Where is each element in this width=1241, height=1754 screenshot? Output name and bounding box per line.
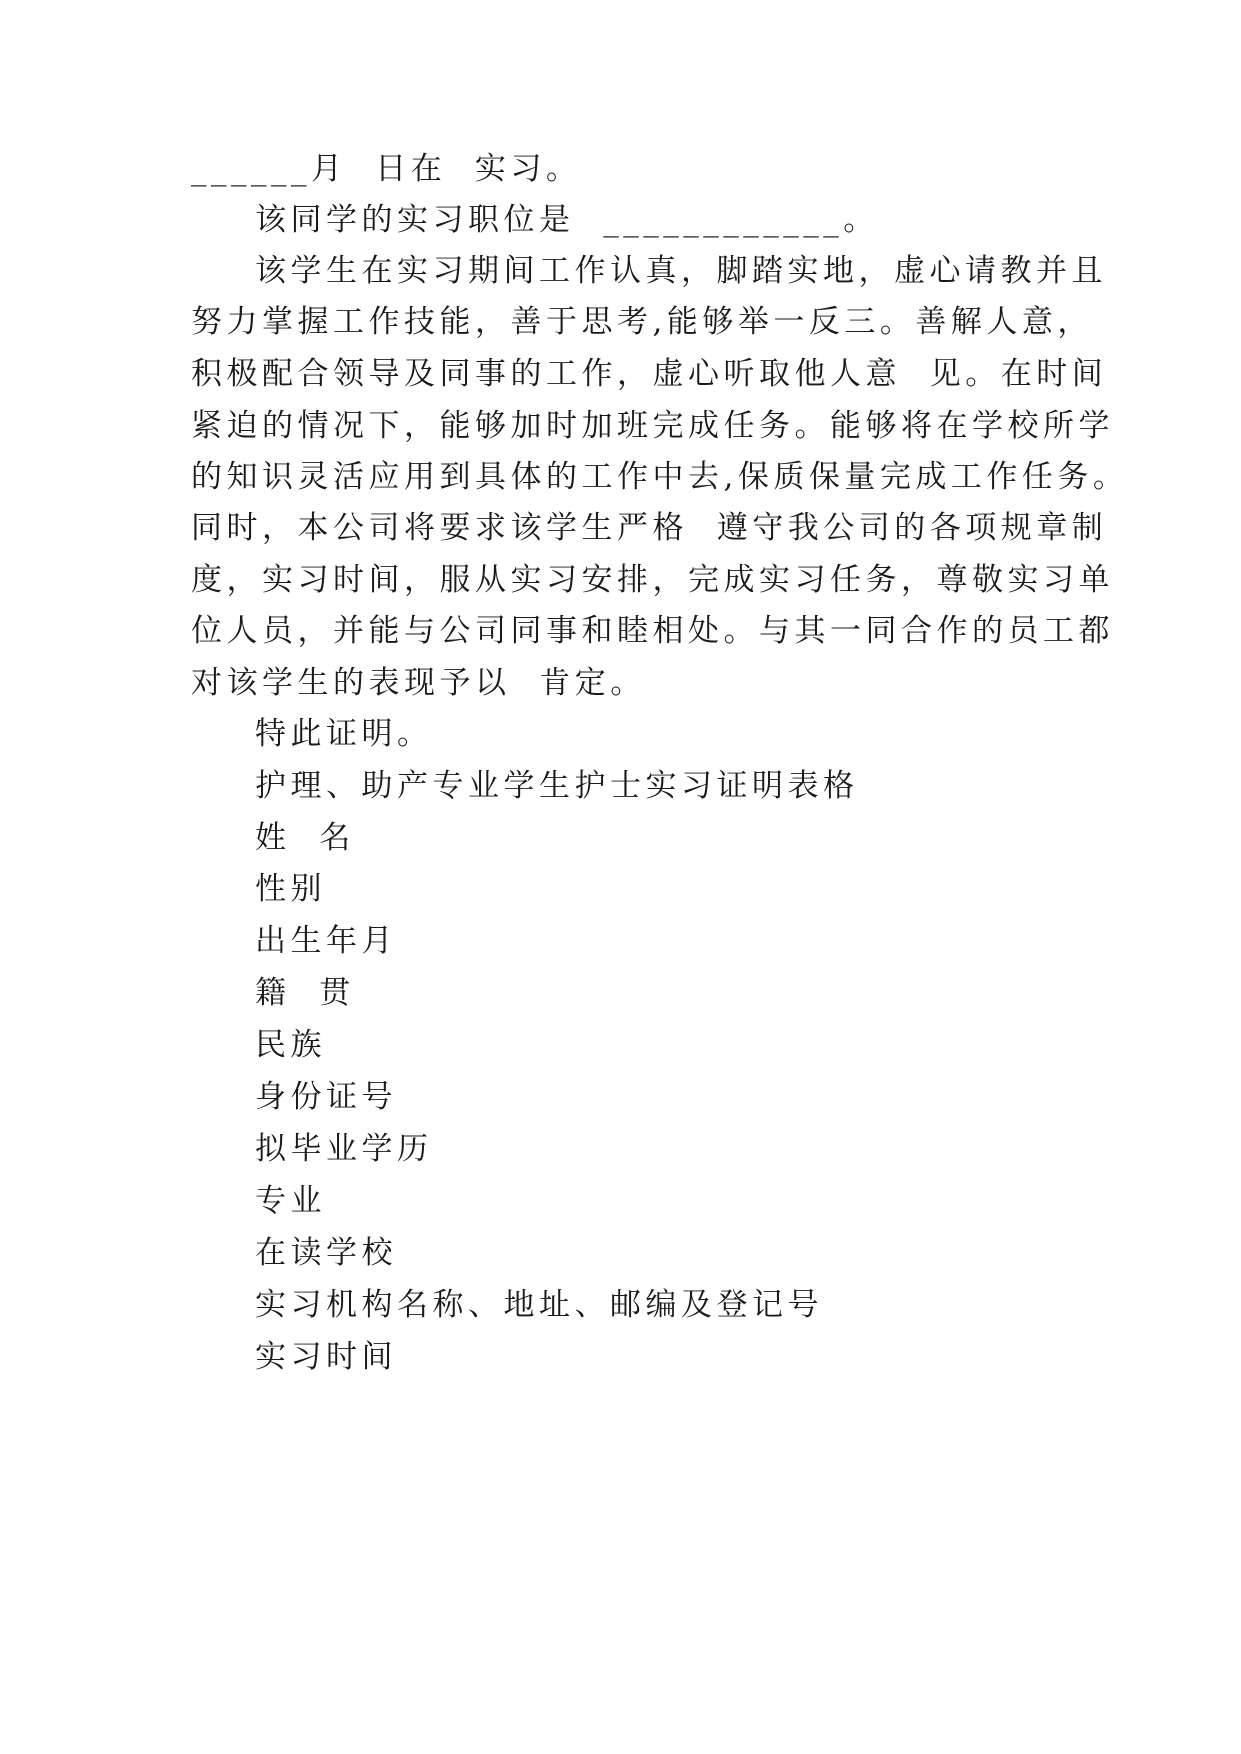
form-field-label: 出生年月 xyxy=(255,923,397,959)
body-line: 对该学生的表现予以 肯定。 xyxy=(191,665,646,701)
form-field-label: 身份证号 xyxy=(255,1079,397,1115)
form-field-label: 实习时间 xyxy=(255,1339,397,1375)
body-line: 积极配合领导及同事的工作，虚心听取他人意 见。在时间 xyxy=(191,356,1108,392)
form-field-label: 实习机构名称、地址、邮编及登记号 xyxy=(255,1287,823,1323)
body-line: 同时，本公司将要求该学生严格 遵守我公司的各项规章制 xyxy=(191,510,1108,546)
body-line: 位人员，并能与公司同事和睦相处。与其一同合作的员工都 xyxy=(191,613,1114,649)
body-line: 努力掌握工作技能，善于思考,能够举一反三。善解人意， xyxy=(191,304,1093,340)
form-field-label: 姓 名 xyxy=(255,820,355,856)
body-line: 紧迫的情况下，能够加时加班完成任务。能够将在学校所学 xyxy=(191,408,1114,444)
form-title: 护理、助产专业学生护士实习证明表格 xyxy=(255,768,859,804)
body-line: 度，实习时间，服从实习安排，完成实习任务，尊敬实习单 xyxy=(191,562,1114,598)
form-field-label: 在读学校 xyxy=(255,1235,397,1271)
form-field-label: 拟毕业学历 xyxy=(255,1131,433,1167)
form-field-label: 籍 贯 xyxy=(255,975,355,1011)
form-field-label: 性别 xyxy=(255,871,326,907)
body-line: 的知识灵活应用到具体的工作中去,保质保量完成工作任务。 xyxy=(191,459,1129,495)
body-line: 该学生在实习期间工作认真，脚踏实地，虚心请教并且 xyxy=(255,253,1107,289)
position-line: 该同学的实习职位是 ____________。 xyxy=(255,202,879,238)
date-line: ______月 日在 实习。 xyxy=(191,151,582,187)
form-field-label: 民族 xyxy=(255,1027,326,1063)
form-field-label: 专业 xyxy=(255,1183,326,1219)
closing-line: 特此证明。 xyxy=(255,716,433,752)
